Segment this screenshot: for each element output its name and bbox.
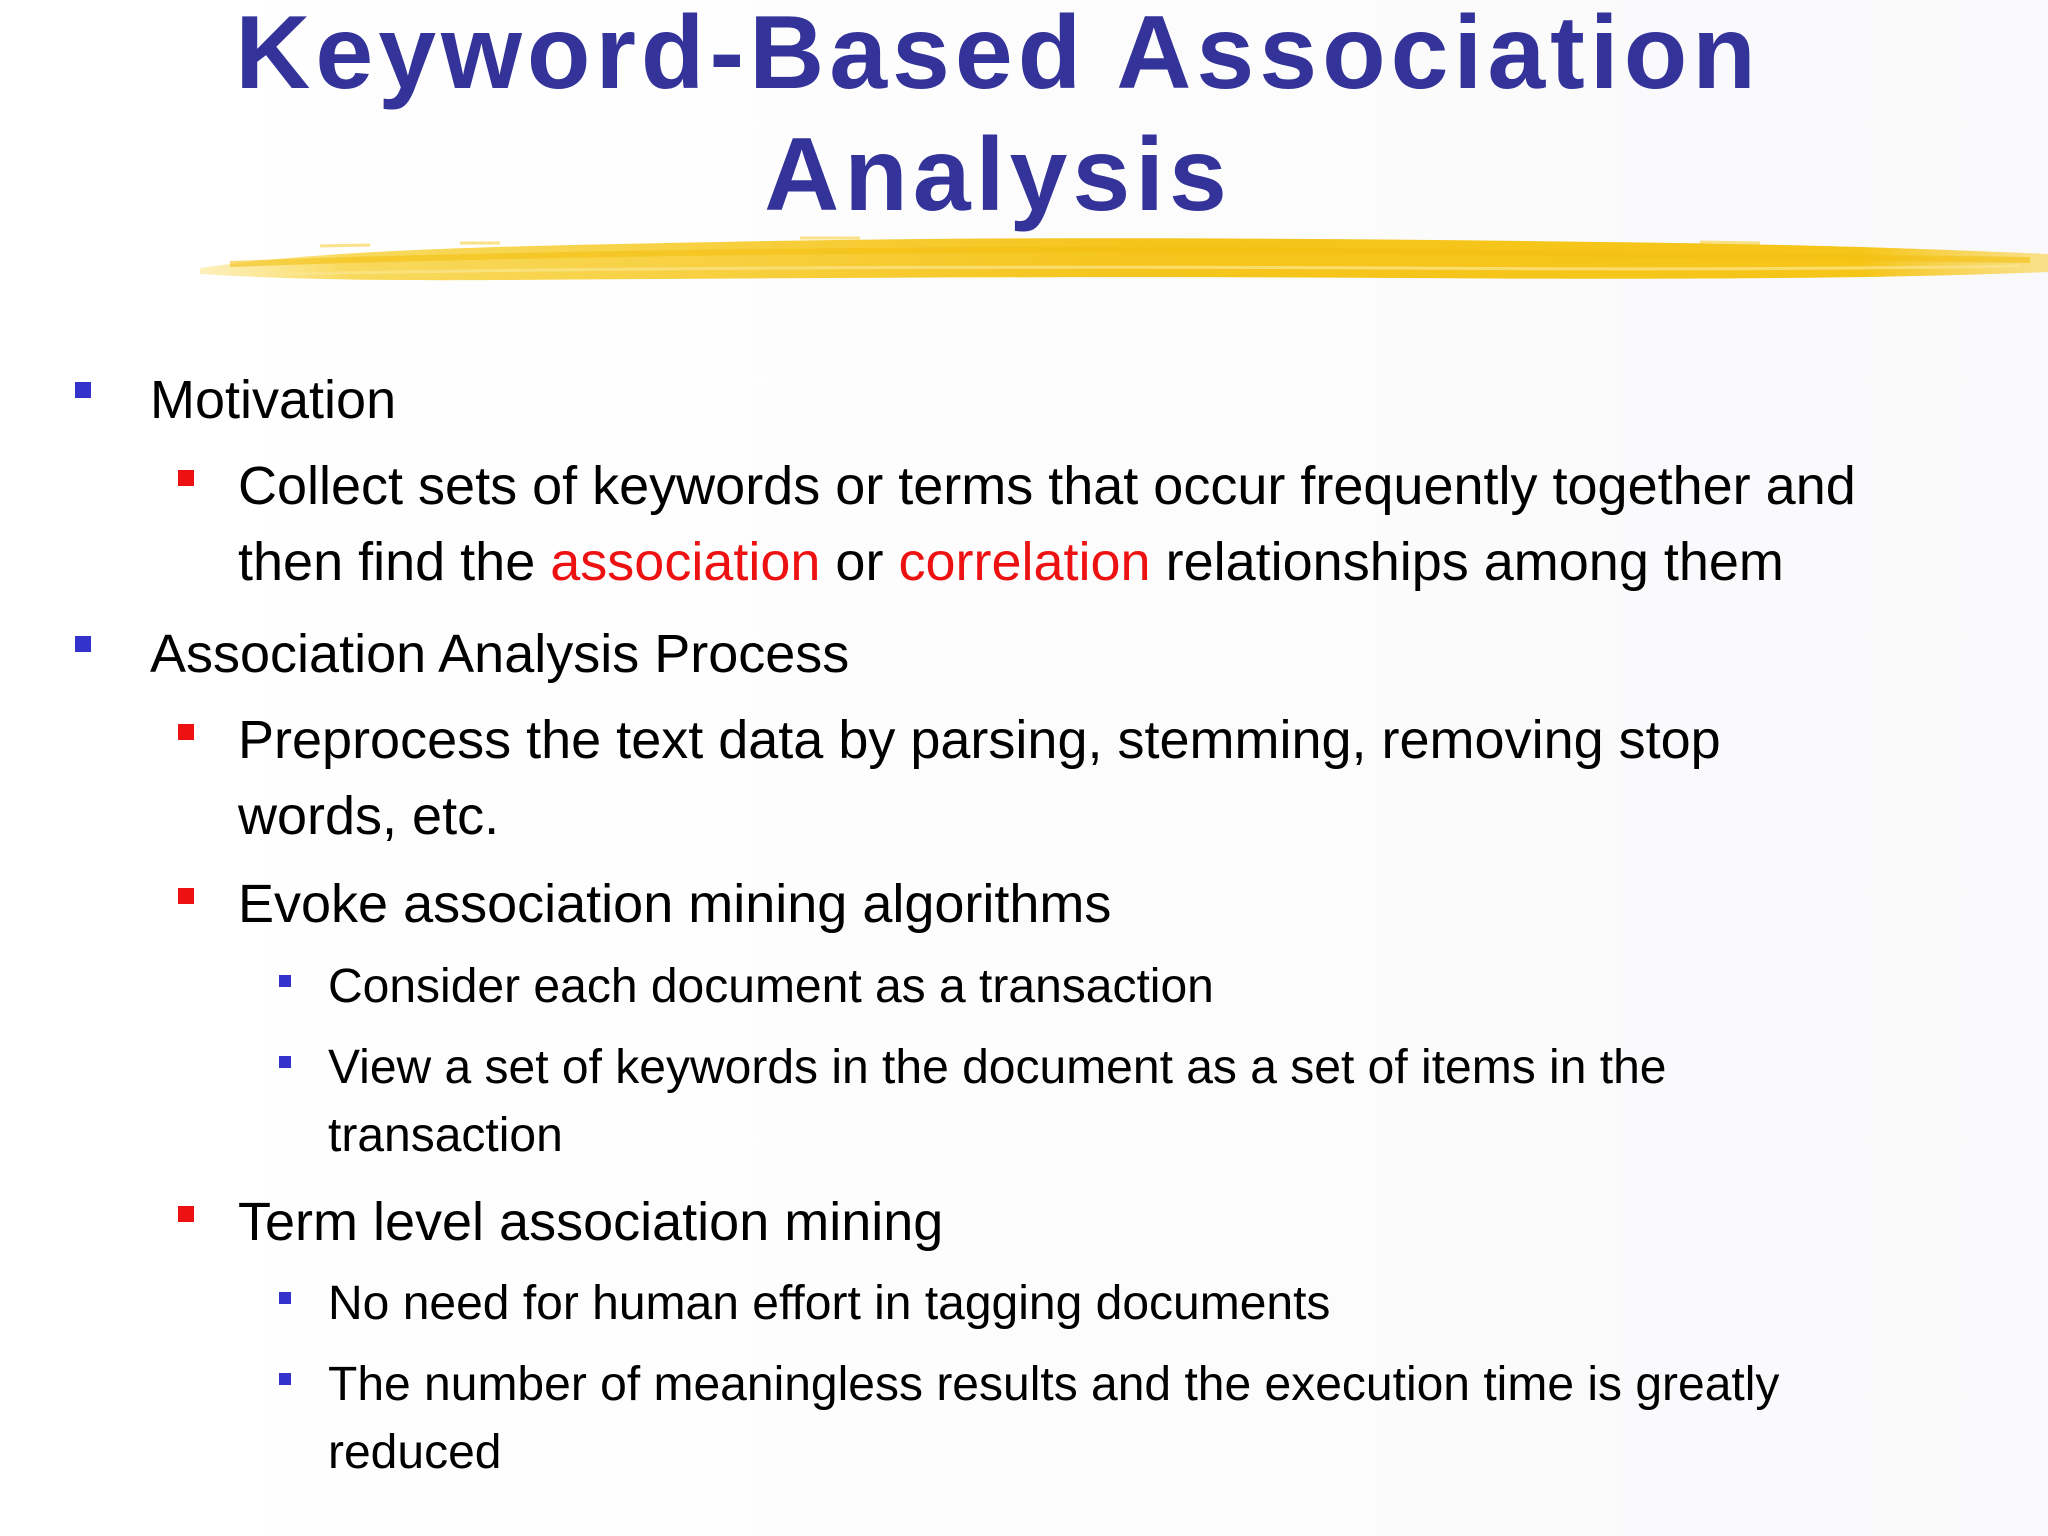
bullet-square-icon bbox=[75, 636, 91, 652]
bullet-text-line-2: reduced bbox=[328, 1426, 502, 1479]
bullet-text-line-1: Preprocess the text data by parsing, stemming, removing stop bbox=[238, 710, 1721, 770]
highlighter-brush-stroke bbox=[200, 228, 2048, 296]
bullet-square-icon bbox=[279, 1292, 291, 1304]
bullet-square-icon bbox=[178, 1206, 194, 1222]
text-span: then find the bbox=[238, 532, 551, 592]
bullet-text: Motivation bbox=[150, 370, 397, 430]
bullet-square-icon bbox=[279, 1373, 291, 1385]
title-line-1: Keyword-Based Association bbox=[235, 0, 1761, 111]
slide-title bbox=[0, 0, 1996, 236]
bullet-text-line-2 bbox=[238, 524, 1784, 600]
text-span: or bbox=[820, 532, 899, 592]
text-span: relationships among them bbox=[1150, 532, 1784, 592]
bullet-text: Evoke association mining algorithms bbox=[238, 874, 1112, 934]
bullet-text-line-2: transaction bbox=[328, 1109, 563, 1162]
bullet-text: Term level association mining bbox=[238, 1192, 944, 1252]
bullet-square-icon bbox=[75, 382, 91, 398]
bullet-text-line-1: The number of meaningless results and the execution time is greatly bbox=[328, 1358, 1780, 1411]
bullet-text-line-1: Collect sets of keywords or terms that occur frequently together and bbox=[238, 456, 1856, 516]
bullet-text: Association Analysis Process bbox=[150, 624, 850, 684]
bullet-text: Consider each document as a transaction bbox=[328, 960, 1214, 1013]
title-line-2: Analysis bbox=[764, 117, 1232, 233]
bullet-text-line-2: words, etc. bbox=[238, 786, 500, 846]
bullet-square-icon bbox=[279, 1056, 291, 1068]
highlight-correlation: correlation bbox=[898, 532, 1151, 592]
bullet-square-icon bbox=[178, 470, 194, 486]
highlight-association: association bbox=[550, 532, 821, 592]
bullet-text: No need for human effort in tagging documents bbox=[328, 1277, 1331, 1330]
bullet-square-icon bbox=[178, 888, 194, 904]
bullet-square-icon bbox=[279, 975, 291, 987]
bullet-square-icon bbox=[178, 724, 194, 740]
bullet-text-line-1: View a set of keywords in the document as a set of items in the bbox=[328, 1041, 1667, 1094]
